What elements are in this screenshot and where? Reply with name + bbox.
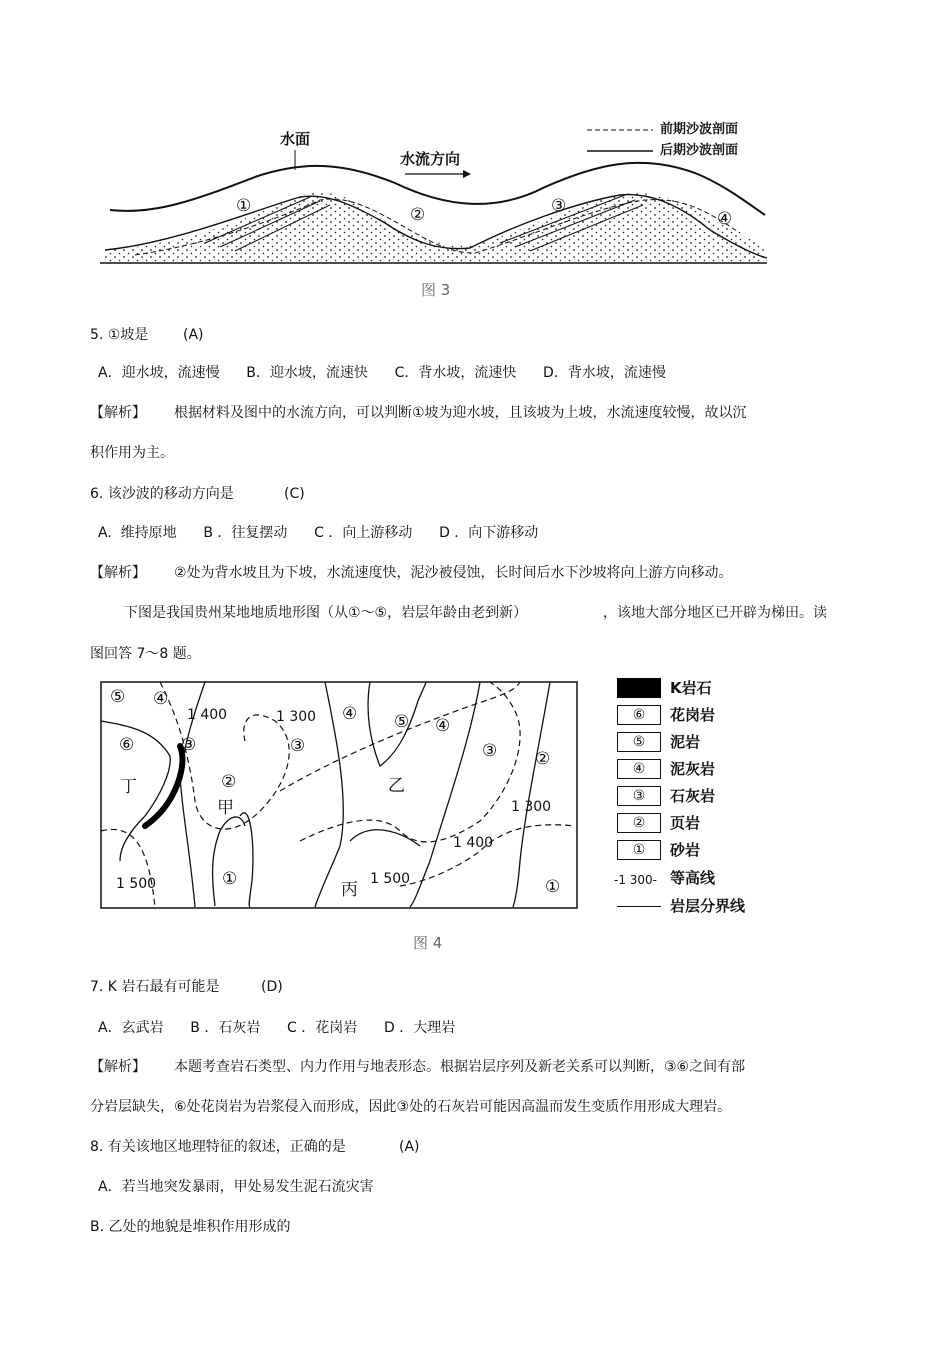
legend-box-4: ④ [617,759,661,779]
label-water-surface: 水面 [280,130,311,148]
legend-text-4: 泥灰岩 [670,760,716,778]
q6-answer: (C) [284,486,305,502]
legend-late-profile: 后期沙波剖面 [660,143,739,158]
map-mark-3-right: ③ [482,741,498,761]
place-yi: 乙 [388,776,405,796]
flow-arrowhead [463,170,471,178]
mark-3: ③ [551,196,567,216]
figure-3-caption: 图 3 [421,281,451,299]
intro-line-1b: ，该地大部分地区已开辟为梯田。读 [603,605,827,621]
map-mark-5-topleft: ⑤ [110,687,126,707]
q6-options: A. 维持原地 B ．往复摆动 C ．向上游移动 D ．向下游移动 [98,525,539,541]
legend-box-1: ① [617,840,661,860]
q7-options: A．玄武岩 B ．石灰岩 C ．花岗岩 D ．大理岩 [98,1020,456,1036]
q5-answer: (A) [183,327,204,343]
q6-analysis-tag: 【解析】 [90,565,146,581]
q8-answer: (A) [399,1139,420,1155]
mark-4: ④ [717,209,733,229]
q7-analysis-2: 分岩层缺失，⑥处花岗岩为岩浆侵入而形成，因此③处的石灰岩可能因高温而发生变质作用形成大理岩。 [90,1099,732,1115]
map-mark-1-bottom: ① [222,869,238,889]
q5-analysis-1: 根据材料及图中的水流方向，可以判断①坡为迎水坡，且该坡为上坡，水流速度较慢，故以沉 [174,405,747,421]
q5-analysis-tag: 【解析】 [90,405,146,421]
contour-label-1400-left: 1 400 [187,707,228,723]
q7-stem: 7. K 岩石最有可能是 [90,979,220,995]
legend-box-5: ⑤ [617,732,661,752]
place-ding: 丁 [120,777,137,797]
contour-label-1300-right: 1 300 [511,799,552,815]
legend-text-2: 页岩 [670,814,701,832]
legend-boundary-text: 岩层分界线 [670,897,746,915]
intro-line-2: 图回答 7～8 题。 [90,646,201,662]
legend-text-5: 泥岩 [670,733,701,751]
q5-stem: 5. ①坡是 [90,327,149,343]
mark-2: ② [410,205,426,225]
map-mark-4-mid2: ④ [435,716,451,736]
contour-label-1500-mid: 1 500 [370,871,411,887]
legend-box-3: ③ [617,786,661,806]
q5-options: A．迎水坡，流速慢 B．迎水坡，流速快 C．背水坡，流速快 D．背水坡，流速慢 [98,365,666,381]
contour-label-1500-left: 1 500 [116,876,157,892]
figure-4-caption: 图 4 [413,934,443,952]
legend-text-1: 砂岩 [670,841,701,859]
map-mark-3-left: ③ [181,735,197,755]
q8-stem: 8. 有关该地区地理特征的叙述，正确的是 [90,1139,346,1155]
legend-early-profile: 前期沙波剖面 [660,122,739,137]
legend-box-6: ⑥ [617,705,661,725]
legend-text-6: 花岗岩 [670,706,716,724]
figure-4-geologic-map [100,681,580,911]
label-flow-direction: 水流方向 [400,150,461,168]
legend-k-rock-swatch [617,678,661,698]
legend-boundary-line [617,906,661,907]
map-mark-4-topleft: ④ [153,689,169,709]
map-mark-6: ⑥ [119,735,135,755]
legend-contour-text: 等高线 [670,869,716,887]
q7-answer: (D) [261,979,283,995]
q7-analysis-1: 本题考查岩石类型、内力作用与地表形态。根据岩层序列及新老关系可以判断，③⑥之间有部 [174,1059,746,1075]
map-mark-1-right: ① [545,877,561,897]
q8-option-b: B. 乙处的地貌是堆积作用形成的 [90,1219,291,1235]
map-mark-5-mid: ⑤ [394,712,410,732]
map-mark-2-center: ② [221,772,237,792]
q6-analysis-1: ②处为背水坡且为下坡，水流速度快，泥沙被侵蚀，长时间后水下沙坡将向上游方向移动。 [174,565,733,581]
q5-analysis-2: 积作用为主。 [90,445,174,461]
q6-stem: 6. 该沙波的移动方向是 [90,486,234,502]
q8-option-a: A．若当地突发暴雨，甲处易发生泥石流灾害 [98,1179,374,1195]
q7-analysis-tag: 【解析】 [90,1059,146,1075]
legend-k-rock-text: K岩石 [670,679,712,697]
place-jia: 甲 [217,798,234,818]
intro-line-1: 下图是我国贵州某地地质地形图（从①～⑤，岩层年龄由老到新） [124,605,528,621]
contour-label-1300-mid: 1 300 [276,709,317,725]
place-bing: 丙 [341,880,358,900]
map-mark-4-mid: ④ [342,704,358,724]
contour-label-1400-right: 1 400 [453,835,494,851]
legend-text-3: 石灰岩 [670,787,716,805]
map-mark-3-mid: ③ [290,736,306,756]
legend-box-2: ② [617,813,661,833]
map-mark-2-right: ② [535,749,551,769]
legend-contour-symbol: -1 300- [614,873,658,887]
mark-1: ① [236,196,252,216]
